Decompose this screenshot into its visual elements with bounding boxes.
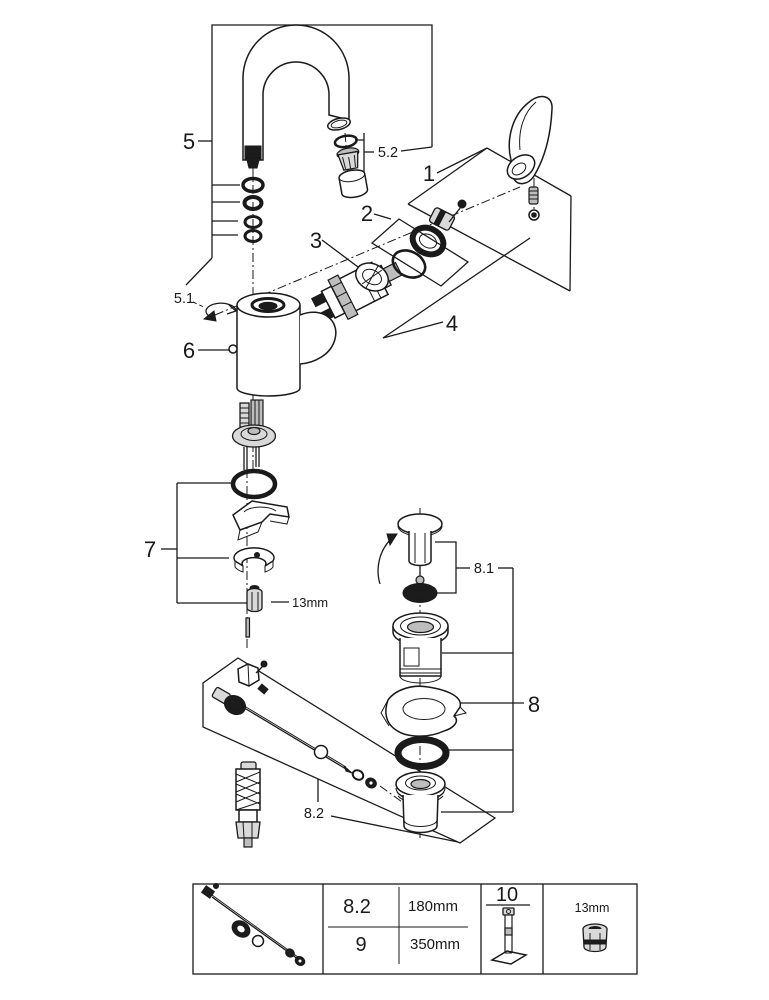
label-8: 8 xyxy=(527,692,541,717)
body-shank xyxy=(233,400,276,470)
mounting-o-ring xyxy=(233,471,275,497)
spout xyxy=(243,25,351,168)
label-8-1: 8.1 xyxy=(473,561,495,577)
drain-o-ring xyxy=(398,740,446,767)
label-1: 1 xyxy=(422,161,436,186)
spec-table xyxy=(193,884,637,975)
handle-screw xyxy=(529,187,538,204)
table-length-180: 180mm xyxy=(407,898,459,915)
mounting-nut xyxy=(247,586,262,612)
supply-hose xyxy=(236,762,260,847)
label-5: 5 xyxy=(182,129,196,154)
popup-arrow-icon xyxy=(378,534,397,584)
label-4: 4 xyxy=(445,311,459,336)
threaded-stud xyxy=(246,618,250,637)
label-3: 3 xyxy=(309,228,323,253)
horseshoe-washer xyxy=(234,548,274,572)
table-part-8-2: 8.2 xyxy=(343,896,371,918)
label-13mm: 13mm xyxy=(292,595,329,610)
drain-body xyxy=(396,772,445,833)
table-length-350: 350mm xyxy=(409,936,461,953)
handle-lever xyxy=(503,97,552,185)
socket-wrench-icon xyxy=(583,924,607,952)
handle-plug xyxy=(529,210,539,220)
label-5-2: 5.2 xyxy=(377,145,399,161)
mounting-tool-icon xyxy=(492,908,526,964)
wedge-gasket xyxy=(381,686,466,736)
table-part-10: 10 xyxy=(495,884,519,906)
label-8-2: 8.2 xyxy=(303,806,325,822)
popup-rod-icon xyxy=(202,884,307,968)
label-6: 6 xyxy=(182,338,196,363)
centerlines xyxy=(193,133,534,838)
label-2: 2 xyxy=(360,201,374,226)
table-socket-size: 13mm xyxy=(574,901,610,915)
label-7: 7 xyxy=(143,537,157,562)
table-part-9: 9 xyxy=(355,934,367,956)
rotation-arrow-icon xyxy=(204,303,236,321)
label-5-1: 5.1 xyxy=(173,291,195,307)
fixing-screw xyxy=(449,200,466,222)
mounting-wedge xyxy=(233,501,289,540)
faucet-body xyxy=(229,293,336,396)
popup-plug xyxy=(398,514,442,584)
plug-seal-ring xyxy=(403,584,437,603)
drain-flange xyxy=(393,613,448,683)
aerator xyxy=(332,134,368,200)
